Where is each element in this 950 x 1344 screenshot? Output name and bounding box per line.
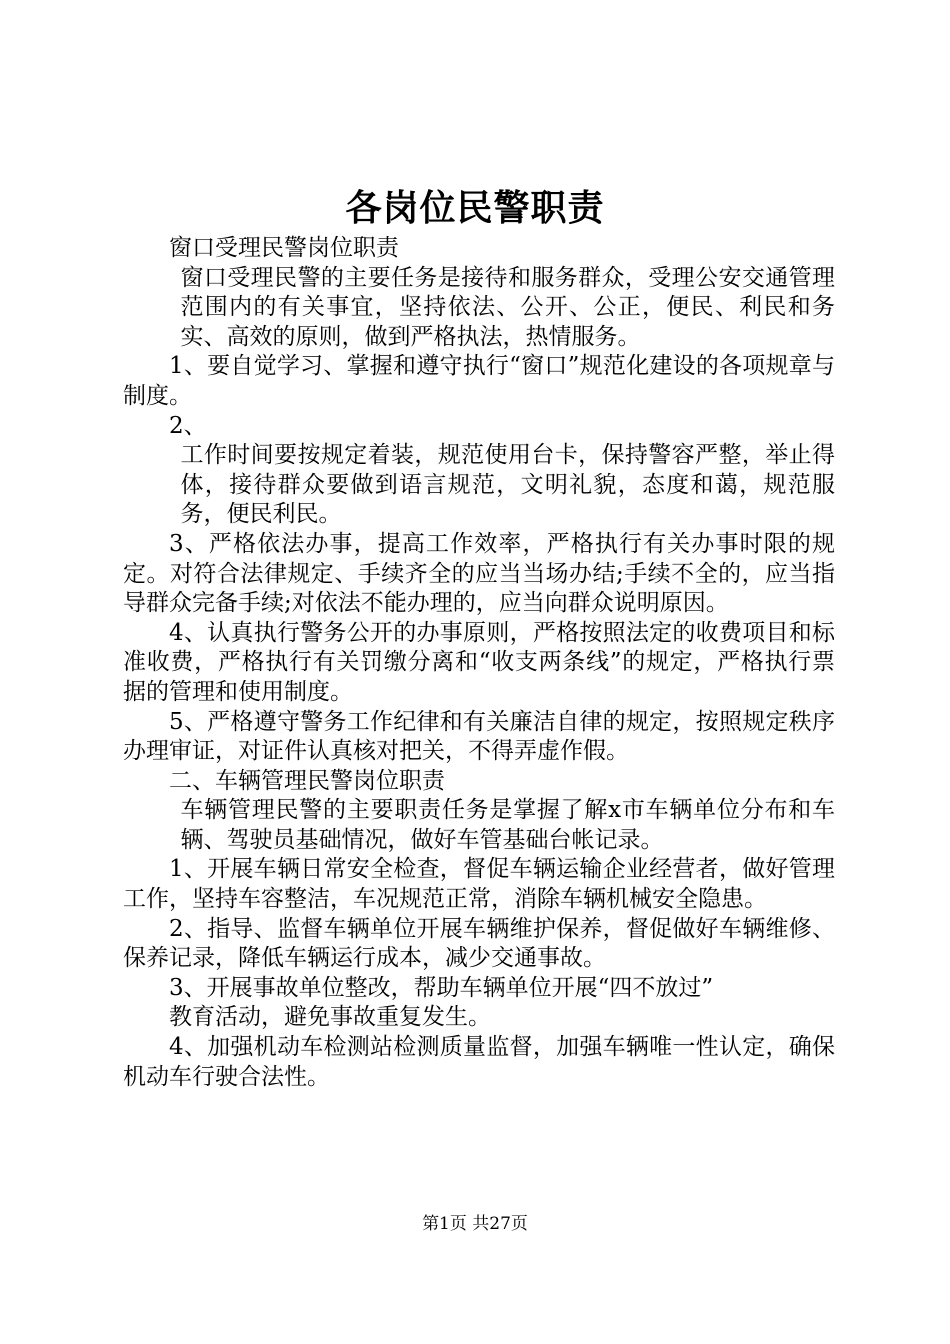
paragraph: 车辆管理民警的主要职责任务是掌握了解x市车辆单位分布和车辆、驾驶员基础情况，做好车管基础台帐记录。 [180, 797, 835, 853]
page-number-footer: 第1页 共27页 [422, 1214, 528, 1234]
paragraph: 3、严格依法办事，提高工作效率，严格执行有关办事时限的规定。对符合法律规定、手续齐全的应当当场办结;手续不全的，应当指导群众完备手续;对依法不能办理的，应当向群众说明原因。 [123, 530, 835, 617]
paragraph: 4、加强机动车检测站检测质量监督，加强车辆唯一性认定，确保机动车行驶合法性。 [123, 1034, 835, 1090]
paragraph: 2、 [169, 412, 207, 439]
document-body [123, 234, 835, 1092]
section-heading-vehicle: 二、车辆管理民警岗位职责 [169, 767, 445, 794]
paragraph: 工作时间要按规定着装，规范使用台卡，保持警容严整，举止得体，接待群众要做到语言规范，文明礼貌，态度和蔼，规范服务，便民利民。 [180, 442, 835, 528]
paragraph: 教育活动，避免事故重复发生。 [169, 1004, 491, 1031]
paragraph: 4、认真执行警务公开的办事原则，严格按照法定的收费项目和标准收费，严格执行有关罚缴分离和“收支两条线”的规定，严格执行票据的管理和使用制度。 [123, 619, 835, 705]
paragraph: 5、严格遵守警务工作纪律和有关廉洁自律的规定，按照规定秩序办理审证，对证件认真核对把关，不得弄虚作假。 [123, 708, 835, 765]
paragraph: 1、要自觉学习、掌握和遵守执行“窗口”规范化建设的各项规章与制度。 [123, 353, 835, 409]
paragraph: 3、开展事故单位整改，帮助车辆单位开展“四不放过” [169, 974, 714, 1001]
paragraph: 1、开展车辆日常安全检查，督促车辆运输企业经营者，做好管理工作，坚持车容整洁，车况规范正常，消除车辆机械安全隐患。 [123, 856, 835, 913]
document-title: 各岗位民警职责 [345, 187, 605, 229]
paragraph: 2、指导、监督车辆单位开展车辆维护保养，督促做好车辆维修、保养记录，降低车辆运行成本，减少交通事故。 [123, 915, 835, 972]
paragraph: 窗口受理民警的主要任务是接待和服务群众，受理公安交通管理范围内的有关事宜，坚持依法、公开、公正，便民、利民和务实、高效的原则，做到严格执法，热情服务。 [180, 264, 835, 350]
section-heading-window: 窗口受理民警岗位职责 [169, 235, 399, 261]
